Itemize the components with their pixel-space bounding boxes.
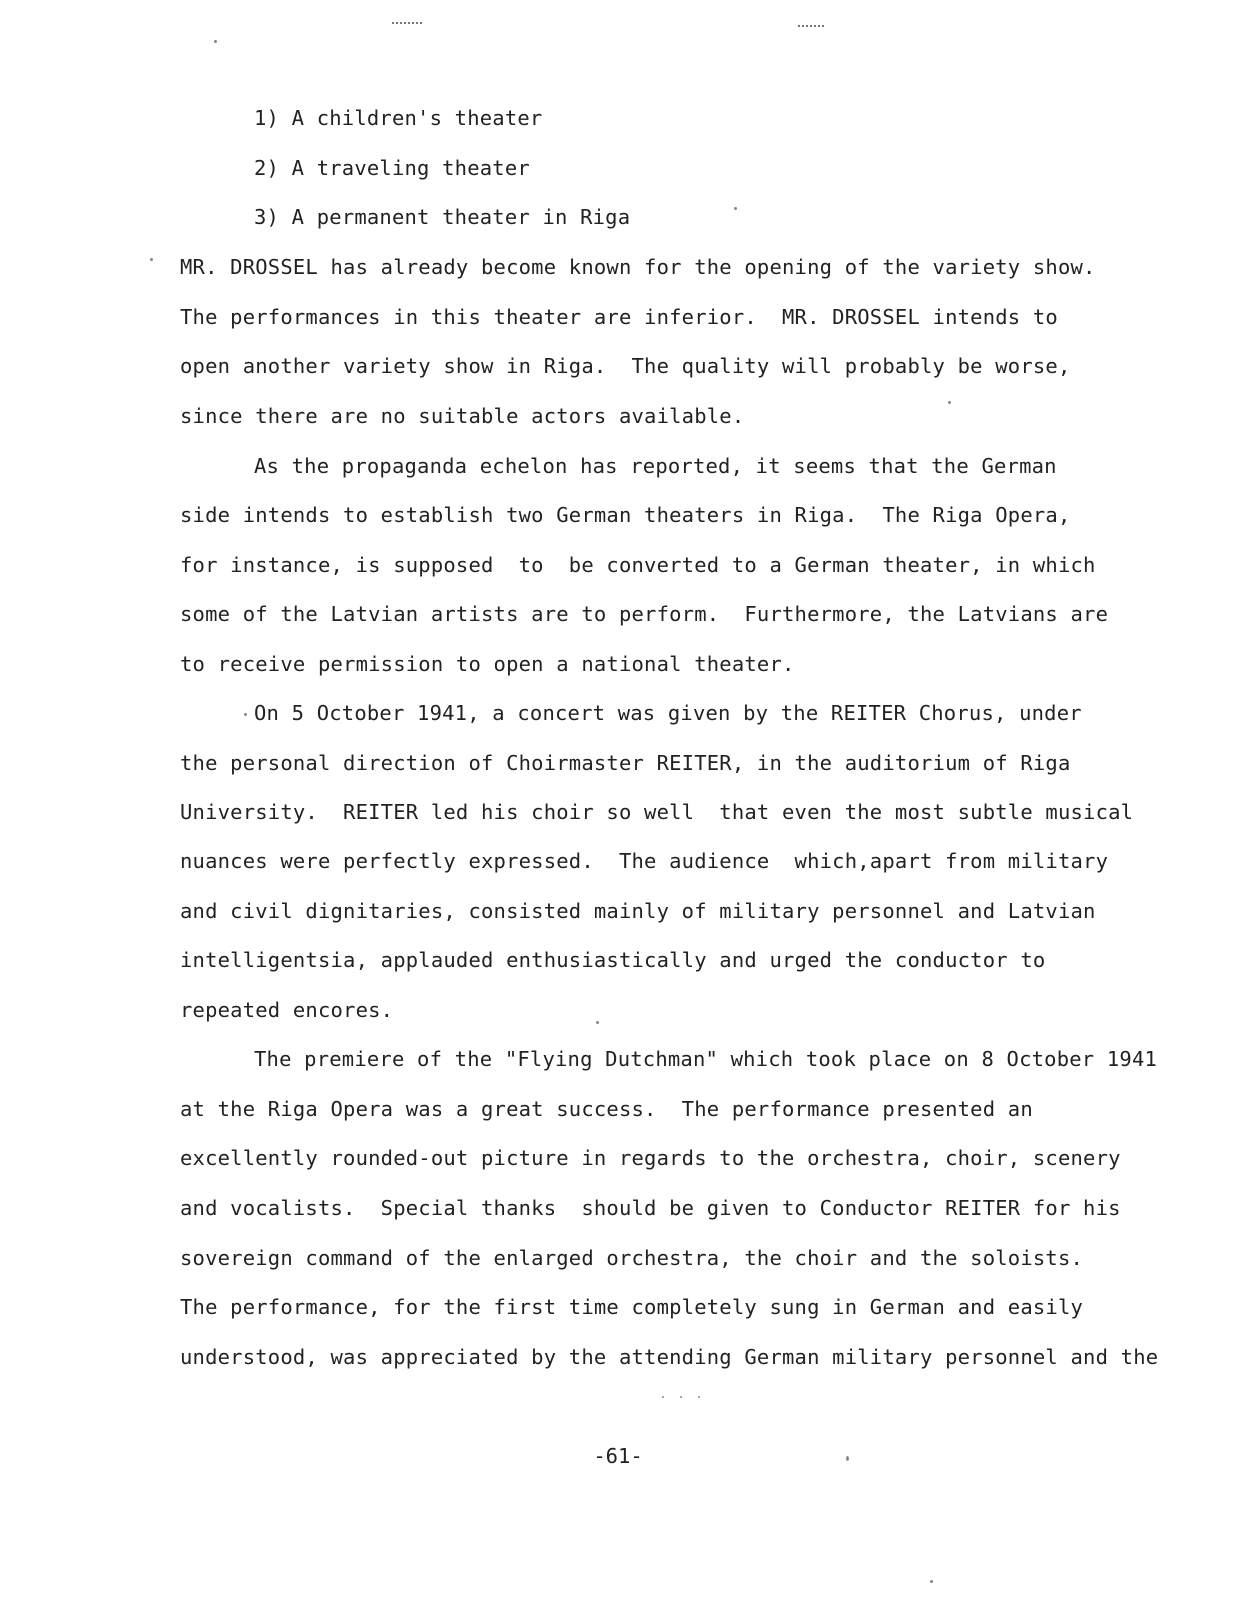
paragraph-line: repeated encores. — [180, 998, 394, 1022]
paragraph-line: The premiere of the "Flying Dutchman" which took place on 8 October 1941 — [254, 1047, 1158, 1071]
paragraph-line: and civil dignitaries, consisted mainly of military personnel and Latvian — [180, 899, 1096, 923]
paragraph-line: sovereign command of the enlarged orchestra, the choir and the soloists. — [180, 1246, 1084, 1270]
paragraph-line: nuances were perfectly expressed. The audience which,apart from military — [180, 849, 1109, 873]
scan-speck — [930, 1580, 933, 1583]
paragraph-line: excellently rounded-out picture in regards to the orchestra, choir, scenery — [180, 1146, 1121, 1170]
paragraph-line: understood, was appreciated by the attending German military personnel and the — [180, 1345, 1159, 1369]
paragraph-line: On 5 October 1941, a concert was given by the REITER Chorus, under — [254, 701, 1082, 725]
paragraph-line: the personal direction of Choirmaster REITER, in the auditorium of Riga — [180, 751, 1071, 775]
scan-speck — [244, 713, 247, 716]
page-number: -61- — [593, 1444, 643, 1468]
paragraph-line: since there are no suitable actors available. — [180, 404, 745, 428]
paragraph-line: University. REITER led his choir so well that even the most subtle musical — [180, 800, 1134, 824]
scan-speck — [734, 207, 737, 210]
paragraph-line: some of the Latvian artists are to perform. Furthermore, the Latvians are — [180, 602, 1109, 626]
list-item: 1) A children's theater — [254, 106, 543, 130]
scan-speck — [214, 40, 217, 43]
paragraph-line: open another variety show in Riga. The quality will probably be worse, — [180, 354, 1071, 378]
paragraph-line: The performances in this theater are inferior. MR. DROSSEL intends to — [180, 305, 1058, 329]
paragraph-line: intelligentsia, applauded enthusiastically and urged the conductor to — [180, 948, 1046, 972]
scan-speck — [596, 1021, 599, 1024]
paragraph-line: at the Riga Opera was a great success. The performance presented an — [180, 1097, 1033, 1121]
paragraph-line: and vocalists. Special thanks should be given to Conductor REITER for his — [180, 1196, 1121, 1220]
list-item: 3) A permanent theater in Riga — [254, 205, 631, 229]
scan-speck — [662, 1396, 664, 1398]
paragraph-line: MR. DROSSEL has already become known for the opening of the variety show. — [180, 255, 1096, 279]
scan-speck — [680, 1396, 682, 1398]
paragraph-line: to receive permission to open a national theater. — [180, 652, 795, 676]
paragraph-line: As the propaganda echelon has reported, it seems that the German — [254, 454, 1057, 478]
list-item: 2) A traveling theater — [254, 156, 530, 180]
paragraph-line: The performance, for the first time completely sung in German and easily — [180, 1295, 1084, 1319]
scan-speck — [948, 401, 951, 404]
scan-speck — [150, 258, 153, 261]
paragraph-line: side intends to establish two German theaters in Riga. The Riga Opera, — [180, 503, 1071, 527]
scan-speck — [698, 1396, 700, 1398]
scan-artifact — [798, 25, 824, 29]
scan-artifact — [392, 22, 422, 26]
paragraph-line: for instance, is supposed to be converted to a German theater, in which — [180, 553, 1096, 577]
